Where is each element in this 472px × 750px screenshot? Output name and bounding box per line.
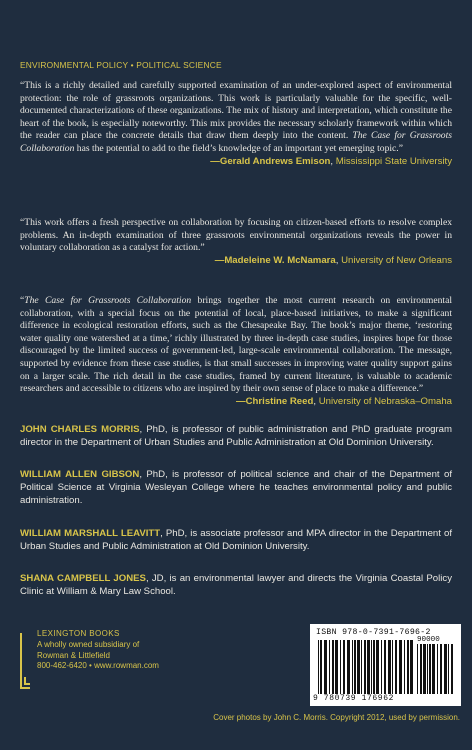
quote-author: —Madeleine W. McNamara xyxy=(214,254,336,266)
review-quote-2 xyxy=(20,217,452,267)
author-name: WILLIAM ALLEN GIBSON xyxy=(20,469,140,480)
quote-author: —Gerald Andrews Emison xyxy=(210,155,331,167)
quote-attribution: —Christine Reed, University of Nebraska–Omaha xyxy=(236,395,452,407)
publisher-block xyxy=(20,629,220,699)
author-bio-1 xyxy=(20,424,452,450)
isbn-label: ISBN 978-0-7391-7696-2 xyxy=(316,628,431,637)
isbn-barcode xyxy=(310,624,461,706)
publisher-parent: Rowman & Littlefield xyxy=(37,650,110,660)
publisher-logo-icon xyxy=(20,633,30,691)
author-bio-text: , PhD, is professor of political science and chair of the Department of Political Science at Virginia Wesleyan College where he teaches environmental policy and public administration. xyxy=(20,469,453,506)
quote-author: —Christine Reed xyxy=(236,395,314,407)
quote-institution: University of New Orleans xyxy=(341,254,452,266)
author-bio-text: , JD, is an environmental lawyer and directs the Virginia Coastal Policy Clinic at William & Mary Law School. xyxy=(20,573,452,597)
author-bio-text: , PhD, is associate professor and MPA director in the Department of Urban Studies and Public Administration at Old Dominion University. xyxy=(20,528,452,552)
publisher-contact: 800-462-6420 • www.rowman.com xyxy=(37,661,159,671)
photo-credit: Cover photos by John C. Morris. Copyright 2012, used by permission. xyxy=(213,713,460,722)
publisher-subsidiary: A wholly owned subsidiary of xyxy=(37,639,140,649)
review-quote-3 xyxy=(20,295,452,408)
author-name: JOHN CHARLES MORRIS xyxy=(20,424,140,435)
barcode-digits: 9 780739 176962 xyxy=(313,694,395,703)
price-code: 90000 xyxy=(417,636,440,644)
category-line: ENVIRONMENTAL POLICY • POLITICAL SCIENCE xyxy=(20,60,222,70)
quote-institution: University of Nebraska–Omaha xyxy=(318,395,452,407)
quote-attribution: —Gerald Andrews Emison, Mississippi State University xyxy=(210,155,452,167)
publisher-name: LEXINGTON BOOKS xyxy=(37,629,120,638)
review-quote-1 xyxy=(20,80,452,168)
quote-institution: Mississippi State University xyxy=(335,155,452,167)
quote-text: “The Case for Grassroots Collaboration brings together the most current research on environmental collaboration, with a special focus on the potential of local, place-based initiatives, to make a significant difference in ecological restoration efforts, such as the Chesapeake Bay. The book’s major theme, ‘restoring water quality one watershed at a time,’ richly illustrated by three in-depth case studies, inspires hope for those discouraged by the limited success of government-led, large-scale environmental collaboration. The message, supported by evidence from these case studies, is that small successes in improving water quality support gains on a larger scale. The rich detail in the case studies, framed by current literature, is valuable to academic researchers and accessible to citizens who are inspired by their own sense of place to make a difference.” xyxy=(20,295,452,395)
addon-barcode-bars-icon xyxy=(417,644,455,694)
author-bio-3 xyxy=(20,528,452,554)
publisher-text xyxy=(37,629,159,672)
barcode-bars-icon xyxy=(318,640,414,694)
quote-text: “This work offers a fresh perspective on collaboration by focusing on citizen-based efforts to resolve complex problems. An in-depth examination of three grassroots environmental organizations reveals the power in voluntary collaboration as a catalyst for action.” xyxy=(20,217,452,254)
quote-attribution: —Madeleine W. McNamara, University of New Orleans xyxy=(214,254,452,266)
author-name: WILLIAM MARSHALL LEAVITT xyxy=(20,528,161,539)
author-name: SHANA CAMPBELL JONES xyxy=(20,573,146,584)
quote-text: “This is a richly detailed and carefully supported examination of an under-explored aspect of environmental protection: the role of grassroots organizations. This work is particularly valuable for the specific, well-documented characterizations of these organizations. The mix of history and interpretation, which constitute the heart of the book, is especially noteworthy. This mix provides the necessary scholarly framework within which the reader can place the concrete details that draw them deeply into the content. The Case for Grassroots Collaboration has the potential to add to the field’s knowledge of an important yet emerging topic.” xyxy=(20,80,452,154)
author-bio-2 xyxy=(20,469,452,507)
author-bio-4 xyxy=(20,573,452,599)
author-bio-text: , PhD, is professor of public administration and PhD graduate program director in the Department of Urban Studies and Public Administration at Old Dominion University. xyxy=(20,424,453,448)
